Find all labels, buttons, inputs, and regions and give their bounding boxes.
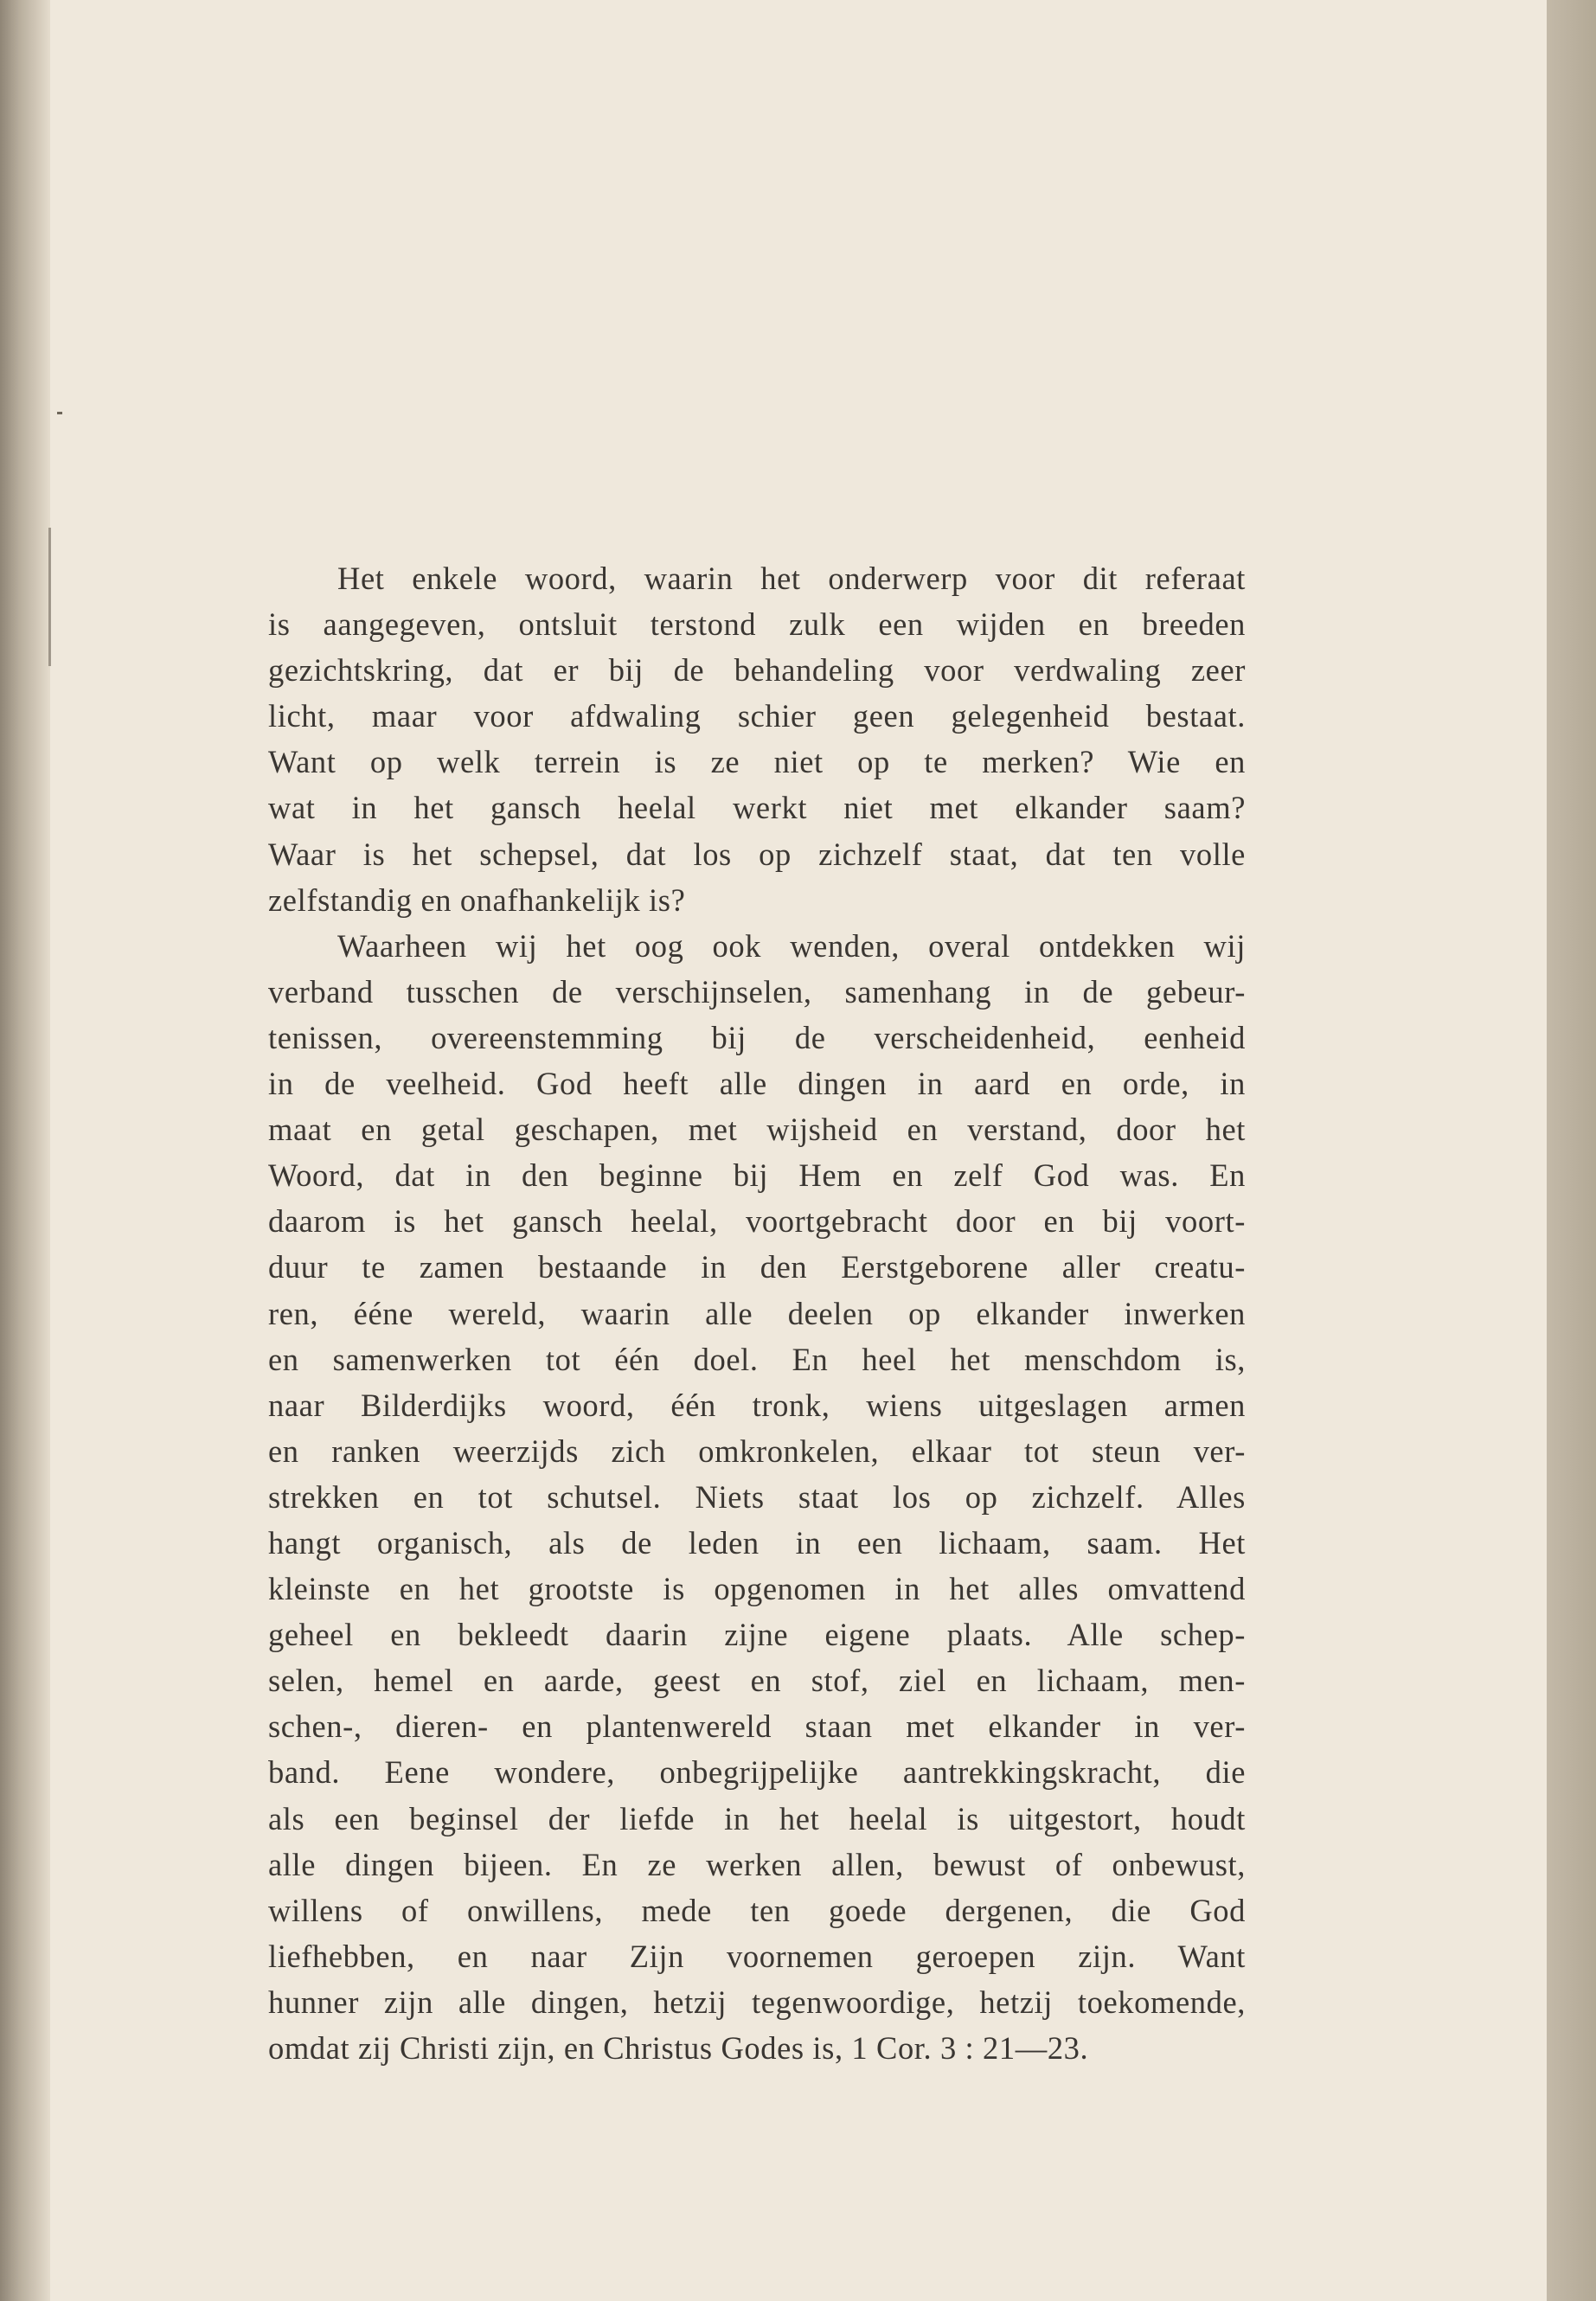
text-line: Het enkele woord, waarin het onderwerp voor dit referaat [337, 561, 1246, 596]
text-line: naar Bilderdijks woord, één tronk, wiens uitgeslagen armen [268, 1387, 1246, 1423]
text-line: schen-, dieren- en plantenwereld staan met elkander in ver- [268, 1708, 1246, 1745]
text-line: en samenwerken tot één doel. En heel het menschdom is, [268, 1341, 1246, 1377]
text-line: en ranken weerzijds zich omkronkelen, elkaar tot steun ver- [268, 1433, 1246, 1469]
text-line: selen, hemel en aarde, geest en stof, ziel en lichaam, men- [268, 1663, 1246, 1699]
binding-shadow [0, 0, 54, 2301]
paragraph-2 [268, 923, 1246, 2071]
text-line: alle dingen bijeen. En ze werken allen, bewust of onbewust, [268, 1846, 1246, 1882]
text-line: geheel en bekleedt daarin zijne eigene plaats. Alle schep- [268, 1617, 1246, 1653]
body-text [268, 555, 1246, 2071]
paragraph-1 [268, 555, 1246, 923]
text-line: band. Eene wondere, onbegrijpelijke aantrekkingskracht, die [268, 1754, 1246, 1791]
text-line: omdat zij Christi zijn, en Christus Godes is, 1 Cor. 3 : 21—23. [268, 2030, 1089, 2066]
text-line: verband tusschen de verschijnselen, samenhang in de gebeur- [268, 973, 1246, 1009]
text-line: hunner zijn alle dingen, hetzij tegenwoordige, hetzij toekomende, [268, 1984, 1246, 2020]
text-line: hangt organisch, als de leden in een lichaam, saam. Het [268, 1524, 1246, 1561]
text-line: tenissen, overeenstemming bij de verscheidenheid, eenheid [268, 1019, 1246, 1055]
text-line: Waar is het schepsel, dat los op zichzelf staat, dat ten volle [268, 836, 1246, 872]
text-line: in de veelheid. God heeft alle dingen in aard en orde, in [268, 1066, 1246, 1102]
text-line: Waarheen wij het oog ook wenden, overal ontdekken wij [337, 927, 1246, 964]
gutter-tick [57, 412, 62, 414]
text-line: ren, ééne wereld, waarin alle deelen op elkander inwerken [268, 1295, 1246, 1331]
text-line: licht, maar voor afdwaling schier geen gelegenheid bestaat. [268, 698, 1246, 734]
text-line: daarom is het gansch heelal, voortgebracht door en bij voort- [268, 1203, 1246, 1240]
text-line: maat en getal geschapen, met wijsheid en verstand, door het [268, 1112, 1246, 1148]
text-line: liefhebben, en naar Zijn voornemen geroepen zijn. Want [268, 1938, 1246, 1974]
text-line: gezichtskring, dat er bij de behandeling voor verdwaling zeer [268, 652, 1246, 689]
page-edge [1547, 0, 1596, 2301]
text-line: willens of onwillens, mede ten goede dergenen, die God [268, 1892, 1246, 1928]
text-line: wat in het gansch heelal werkt niet met elkander saam? [268, 790, 1246, 826]
text-line: strekken en tot schutsel. Niets staat los op zichzelf. Alles [268, 1478, 1246, 1515]
text-line: zelfstandig en onafhankelijk is? [268, 881, 686, 918]
gutter-line [48, 528, 51, 666]
text-line: is aangegeven, ontsluit terstond zulk een wijden en breeden [268, 606, 1246, 643]
text-line: Woord, dat in den beginne bij Hem en zelf God was. En [268, 1157, 1246, 1194]
text-line: kleinste en het grootste is opgenomen in het alles omvattend [268, 1571, 1246, 1607]
text-line: Want op welk terrein is ze niet op te merken? Wie en [268, 744, 1246, 780]
text-line: duur te zamen bestaande in den Eerstgeborene aller creatu- [268, 1249, 1246, 1285]
text-line: als een beginsel der liefde in het heelal is uitgestort, houdt [268, 1800, 1246, 1836]
